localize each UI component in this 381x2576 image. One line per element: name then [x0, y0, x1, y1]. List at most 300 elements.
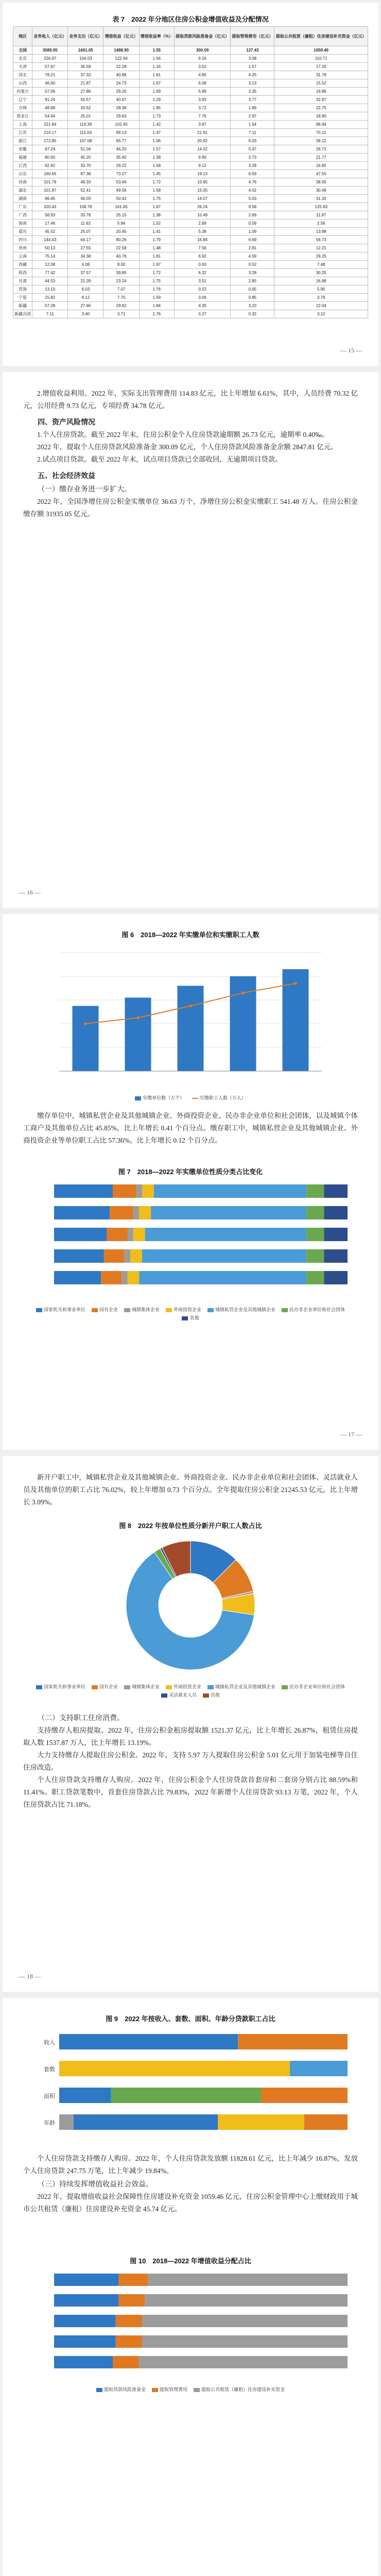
stacked-bar-segment [324, 1271, 348, 1284]
data-point [84, 1022, 87, 1025]
table-cell: 64.17 [68, 236, 103, 244]
table-row [13, 79, 368, 88]
table-cell: 3.52 [174, 63, 230, 71]
paragraph: 1.个人住房贷款。截至 2022 年末，住房公积金个人住房贷款逾期额 26.73 亿元，逾期率 0.40‰。 [37, 431, 329, 438]
table-cell: 3.28 [231, 162, 274, 170]
category-label: 年龄 [44, 2120, 55, 2126]
stacked-bar-segment [304, 2114, 348, 2130]
table-cell: 19.13 [174, 170, 230, 178]
stacked-bar-segment [54, 2335, 116, 2348]
table-cell: 25.01 [68, 112, 103, 121]
legend-label: 国家机关和事业单位 [43, 1684, 85, 1689]
fig10-chart [23, 2268, 358, 2382]
table-cell: 22.75 [274, 104, 368, 112]
table-cell: 西藏 [13, 261, 32, 269]
paragraph: 新开户职工中，城镇私营企业及其他城镇企业、外商投资企业、民办非企业单位和社会团体、灵活就业人员及其他单位的职工占比 76.02%，较上年增加 0.73 个百分点。全年提取住房公积金 21245.53 亿元，比上年增长 3.09%。 [23, 1473, 358, 1506]
table-row [13, 211, 368, 219]
table-cell: 22.04 [274, 302, 368, 310]
table7 [13, 26, 368, 318]
stacked-bar-segment [54, 2294, 118, 2307]
table-cell: 39.12 [274, 137, 368, 145]
table-cell: 1.81 [139, 252, 174, 261]
legend-item [166, 1684, 201, 1689]
table-cell: 1.84 [139, 302, 174, 310]
table-cell: 4.85 [174, 71, 230, 79]
stacked-bar-segment [116, 2335, 142, 2348]
table7-header-cell: 增值收益（亿元） [103, 27, 139, 46]
bar [230, 976, 256, 1071]
legend-label: 提取贷款风险准备金 [103, 2387, 146, 2392]
table-cell: 104.03 [68, 55, 103, 63]
legend-swatch [207, 1685, 214, 1689]
table-cell: 44.53 [32, 277, 68, 285]
table-cell: 山西 [13, 79, 32, 88]
fig6-title: 图 6 2018—2022 年实缴单位和实缴职工人数 [122, 931, 259, 939]
table-row [13, 170, 368, 178]
stacked-bar-segment [142, 2315, 348, 2327]
table-cell: 3.35 [231, 88, 274, 96]
table-cell: 4.35 [174, 302, 230, 310]
table-cell: 9.12 [174, 162, 230, 170]
subsection-heading: （三）持续发挥增值收益社会效益。 [38, 2180, 153, 2188]
table-cell: 10.65 [174, 178, 230, 187]
table-cell: 0.59 [231, 219, 274, 228]
stacked-bar-segment [125, 1249, 130, 1263]
table-cell: 9.90 [174, 154, 230, 162]
table7-header-cell: 增值收益率（%） [139, 27, 174, 46]
table-row [13, 178, 368, 187]
legend-item [92, 1684, 118, 1689]
table-cell: 江苏 [13, 129, 32, 137]
legend-swatch [194, 2388, 200, 2392]
table-cell: 99.13 [103, 129, 139, 137]
table-cell: 1.72 [139, 269, 174, 277]
table-cell: 山东 [13, 170, 32, 178]
table-cell: 52.41 [68, 187, 103, 195]
bar [73, 1006, 99, 1072]
table-cell: 1.97 [139, 261, 174, 269]
stacked-bar-segment [59, 2034, 238, 2049]
table-cell: 湖北 [13, 187, 32, 195]
table-cell: 1.57 [231, 63, 274, 71]
table-cell: 2.56 [274, 219, 368, 228]
table-cell: 1059.46 [274, 46, 368, 55]
table-cell: 27.55 [68, 244, 103, 252]
table-cell: 0.52 [231, 261, 274, 269]
table-cell: 300.09 [174, 46, 230, 55]
table-cell: 80.26 [103, 236, 139, 244]
table7-header-cell: 提取管理费用（亿元） [231, 27, 274, 46]
table-cell: 云南 [13, 252, 32, 261]
table-cell: 161.65 [103, 203, 139, 211]
stacked-bar-segment [113, 2356, 139, 2368]
table-row [13, 203, 368, 211]
table-cell: 1.67 [139, 203, 174, 211]
table-row [13, 162, 368, 170]
table-cell: 51.04 [68, 145, 103, 154]
table-cell: 湖南 [13, 195, 32, 203]
table-cell: 0.32 [231, 310, 274, 318]
stacked-bar-segment [130, 1249, 142, 1263]
legend-label: 外商投资企业 [174, 1307, 202, 1312]
table-cell: 50.57 [68, 96, 103, 104]
paragraph: 2022 年，提取个人住房贷款风险准备金 300.09 亿元，个人住房贷款风险准备金余额 2847.81 亿元。 [37, 443, 338, 451]
table-cell: 青海 [13, 285, 32, 294]
table-cell: 34.38 [68, 252, 103, 261]
table-cell: 5.03 [231, 195, 274, 203]
stacked-bar-segment [324, 1206, 348, 1219]
table-cell: 3.79 [274, 294, 368, 302]
table-cell: 0.22 [174, 285, 230, 294]
legend-swatch [166, 1685, 172, 1689]
table-cell: 3089.95 [32, 46, 68, 55]
table-cell: 11.62 [68, 219, 103, 228]
legend-label: 城镇私营企业及其他城镇企业 [215, 1684, 276, 1689]
table-cell: 3.08 [231, 55, 274, 63]
legend-swatch [203, 1693, 209, 1698]
table-cell: 1.16 [139, 63, 174, 71]
table-cell: 23.24 [103, 277, 139, 285]
table-cell: 4.59 [231, 252, 274, 261]
stacked-bar-segment [324, 1184, 348, 1198]
paragraph: 大力支持缴存人提取住房公积金。2022 年，支持 5.97 万人提取住房公积金 5.01 亿元用于加装电梯等自住住房改造。 [23, 1751, 358, 1771]
legend-item [207, 1684, 275, 1689]
table-cell: 16.84 [174, 236, 230, 244]
table-cell: 119.39 [68, 121, 103, 129]
table-cell: 河南 [13, 178, 32, 187]
fig7-title: 图 7 2018—2022 年实缴单位性质分类占比变化 [118, 1168, 263, 1176]
legend-label: 城镇集体企业 [131, 1684, 160, 1689]
stacked-bar-segment [133, 1228, 145, 1241]
table-cell: 35.40 [103, 154, 139, 162]
legend-item [124, 1684, 160, 1689]
table-cell: 5.99 [174, 88, 230, 96]
table-cell: 3.73 [231, 154, 274, 162]
table-cell: 1.48 [139, 244, 174, 252]
page-number: — 16 — [19, 889, 41, 896]
table-row [13, 145, 368, 154]
table-cell: 6.03 [231, 137, 274, 145]
legend-item: 实缴职工人数（万人） [192, 1095, 246, 1100]
stacked-bar-segment [139, 1271, 306, 1284]
table-cell: 45.20 [68, 154, 103, 162]
stacked-bar-segment [110, 1206, 133, 1219]
table7-header-cell: 业务收入（亿元） [32, 27, 68, 46]
table-cell: 7.07 [103, 285, 139, 294]
table-row [13, 137, 368, 145]
table-cell: 3.72 [174, 104, 230, 112]
table-cell: 27.66 [68, 302, 103, 310]
legend-swatch [282, 1685, 288, 1689]
table-cell: 53.46 [103, 178, 139, 187]
paragraph: 2.试点项目贷款。截至 2022 年末，试点项目贷款已全部收回，无逾期项目贷款。 [37, 455, 282, 463]
table-row [13, 129, 368, 137]
table-cell: 101.79 [32, 178, 68, 187]
table-cell: 17.46 [32, 219, 68, 228]
fig6-chart [33, 942, 348, 1092]
table-cell: 5.90 [274, 285, 368, 294]
paragraph: 2022 年，全国净增住房公积金实缴单位 36.63 万个，净增住房公积金实缴职工 541.48 万人。住房公积金缴存额 31935.05 亿元。 [23, 498, 358, 518]
table-cell: 50.13 [32, 244, 68, 252]
table-cell: 内蒙古 [13, 88, 32, 96]
table-cell: 48.88 [32, 104, 68, 112]
table-cell: 2.81 [231, 244, 274, 252]
table-row [13, 236, 368, 244]
table-cell: 16.88 [274, 277, 368, 285]
table-cell: 河北 [13, 71, 32, 79]
table-cell: 40.76 [103, 252, 139, 261]
table-row [13, 228, 368, 236]
table-cell: 9.16 [174, 55, 230, 63]
table-cell: 214.17 [32, 129, 68, 137]
page-16 [3, 372, 378, 908]
subsection-heading: （二）支持职工住房消费。 [38, 1714, 124, 1722]
table-row [13, 121, 368, 129]
table-cell: 70.12 [274, 129, 368, 137]
legend-swatch [92, 1685, 98, 1689]
stacked-bar-segment [128, 1228, 133, 1241]
table-row [13, 195, 368, 203]
table-cell: 7.11 [231, 129, 274, 137]
legend-swatch [124, 1308, 130, 1312]
table-cell: 20.52 [68, 104, 103, 112]
table-cell: 58.93 [32, 211, 68, 219]
table-row [13, 310, 368, 318]
table-cell: 4.76 [231, 178, 274, 187]
table-cell: 29.22 [103, 162, 139, 170]
table7-header-cell: 地区 [13, 27, 32, 46]
legend-swatch [36, 1685, 42, 1689]
table-cell: 3.71 [103, 310, 139, 318]
legend-item [36, 1307, 85, 1312]
data-point [189, 1005, 192, 1008]
table-cell: 3.13 [231, 79, 274, 88]
table-row [13, 261, 368, 269]
fig10-legend [23, 2385, 358, 2394]
table-cell: 18.90 [274, 112, 368, 121]
table-cell: 1.95 [139, 104, 174, 112]
table-cell: 15.05 [174, 187, 230, 195]
legend-swatch [92, 1308, 98, 1312]
table-cell: 96.94 [274, 121, 368, 129]
table-cell: 115.04 [68, 129, 103, 137]
table-cell: 50.42 [103, 195, 139, 203]
legend-swatch [124, 1685, 130, 1689]
stacked-bar-segment [54, 1249, 104, 1263]
table-cell: 101.97 [32, 187, 68, 195]
table-cell: 新疆 [13, 302, 32, 310]
legend-label: 城镇集体企业 [131, 1307, 160, 1312]
table-cell: 新疆兵团 [13, 310, 32, 318]
table-cell: 江西 [13, 162, 32, 170]
table-cell: 30.49 [274, 187, 368, 195]
table-cell: 3.93 [174, 96, 230, 104]
legend-label: 外商投资企业 [174, 1684, 202, 1689]
table-cell: 46.60 [32, 79, 68, 88]
page-18 [3, 1456, 378, 1992]
legend-item [124, 1307, 160, 1312]
table-cell: 31.78 [274, 71, 368, 79]
table-cell: 91.24 [32, 96, 68, 104]
table-cell: 21.77 [274, 154, 368, 162]
table-cell: 海南 [13, 219, 32, 228]
stacked-bar-segment [118, 2294, 145, 2307]
table-cell: 6.08 [174, 79, 230, 88]
table-cell: 10.49 [174, 211, 230, 219]
legend-item [194, 2387, 285, 2392]
legend-swatch [36, 1308, 42, 1312]
table-row [13, 294, 368, 302]
table-cell: 56.73 [274, 236, 368, 244]
table-cell: 四川 [13, 236, 32, 244]
table-cell: 37.33 [68, 71, 103, 79]
table-cell: 7.76 [174, 112, 230, 121]
table-cell: 96.45 [32, 195, 68, 203]
table-cell: 80.60 [32, 154, 68, 162]
table-cell: 广西 [13, 211, 32, 219]
table-cell: 2.85 [231, 277, 274, 285]
table-cell: 2.69 [231, 211, 274, 219]
legend-label: 国家机关和事业单位 [43, 1307, 85, 1312]
stacked-bar-segment [306, 1206, 324, 1219]
page-19 [3, 1998, 378, 2576]
stacked-bar-segment [116, 2315, 142, 2327]
page-number: — 15 — [340, 347, 362, 354]
legend-item [182, 1315, 199, 1320]
stacked-bar-segment [59, 2088, 111, 2103]
table7-header-cell: 提取贷款风险准备金（亿元） [174, 27, 230, 46]
stacked-bar-segment [324, 1228, 348, 1241]
table-cell: 0.27 [174, 310, 230, 318]
legend-item [203, 1692, 220, 1698]
page-number: — 17 — [340, 1431, 362, 1438]
table-cell: 77.42 [32, 269, 68, 277]
table-cell: 5.47 [231, 145, 274, 154]
table-cell: 107.08 [68, 137, 103, 145]
legend-item [92, 1307, 118, 1312]
stacked-bar-segment [306, 1271, 324, 1284]
legend-item [207, 1307, 275, 1312]
stacked-bar-segment [136, 1184, 142, 1198]
table-cell: 122.94 [103, 55, 139, 63]
table-cell: 46.20 [103, 145, 139, 154]
table-cell: 37.57 [68, 269, 103, 277]
table-cell: 49.56 [103, 187, 139, 195]
table-cell: 天津 [13, 63, 32, 71]
stacked-bar-segment [122, 1271, 127, 1284]
table-cell: 97.24 [32, 145, 68, 154]
table-cell: 2.97 [231, 112, 274, 121]
bar [178, 986, 204, 1071]
table-cell: 4.08 [68, 261, 103, 269]
table-cell: 5.84 [103, 219, 139, 228]
table-cell: 重庆 [13, 228, 32, 236]
table-cell: 35.59 [68, 63, 103, 71]
table-cell: 144.43 [32, 236, 68, 244]
table-cell: 27.86 [68, 88, 103, 96]
table-cell: 1.29 [139, 96, 174, 104]
table-cell: 1.54 [231, 121, 274, 129]
paragraph: 个人住房贷款支持缴存人购房。2022 年，住房公积金个人住房贷款首套房和二套房分别占比 88.59%和 11.41%。职工贷款笔数中，首套住房贷款占比 79.83%，2022 年新增个人住房贷款 93.13 万笔，2022 年，个人住房贷款占比 71.18%。 [23, 1776, 358, 1808]
table-cell: 13.98 [274, 228, 368, 236]
table-cell: 1.58 [139, 162, 174, 170]
table-cell: 12.21 [274, 244, 368, 252]
table-cell: 1.55 [139, 46, 174, 55]
table-cell: 15.82 [32, 294, 68, 302]
table-cell: 安徽 [13, 145, 32, 154]
table-cell: 38.05 [274, 178, 368, 187]
table-row [13, 46, 368, 55]
legend-item [161, 1692, 197, 1698]
table-cell: 26.71 [274, 145, 368, 154]
paragraph: 支持缴存人租房提取。2022 年，住房公积金租房提取额 1521.37 亿元，比上年增长 26.87%，租赁住房提取人数 1537.87 万人，比上年增长 13.19%。 [23, 1726, 358, 1747]
table-cell: 12.08 [32, 261, 68, 269]
table-row [13, 252, 368, 261]
table-cell: 1601.05 [68, 46, 103, 55]
table-cell: 65.77 [103, 137, 139, 145]
table-cell: 8.00 [103, 261, 139, 269]
table-cell: 110.71 [274, 55, 368, 63]
table-cell: 1.06 [139, 137, 174, 145]
table-cell: 26.24 [174, 203, 230, 211]
table-cell: 1.89 [231, 104, 274, 112]
table-row [13, 96, 368, 104]
page-15 [3, 3, 378, 366]
table-cell: 125.83 [274, 203, 368, 211]
table-cell: 21.87 [68, 79, 103, 88]
table-cell: 北京 [13, 55, 32, 63]
table-cell: 102.45 [103, 121, 139, 129]
table-cell: 1.45 [139, 170, 174, 178]
table-cell: 1.47 [139, 129, 174, 137]
table-row [13, 277, 368, 285]
stacked-bar-segment [151, 1206, 306, 1219]
table-cell: 226.97 [32, 55, 68, 63]
legend-label: 提取公共租赁（廉租）住房建设补充资金 [201, 2387, 285, 2392]
table-cell: 32.97 [274, 96, 368, 104]
legend-label: 民办非企业单位和社会团体 [289, 1684, 345, 1689]
table-cell: 6.69 [231, 236, 274, 244]
stacked-bar-segment [101, 1271, 122, 1284]
table-cell: 4.02 [231, 187, 274, 195]
stacked-bar-segment [54, 2315, 116, 2327]
stacked-bar-segment [59, 2114, 74, 2130]
stacked-bar-segment [111, 2088, 261, 2103]
table-cell: 29.25 [274, 252, 368, 261]
table-cell: 广东 [13, 203, 32, 211]
stacked-bar-segment [54, 1271, 101, 1284]
table-cell: 1.75 [139, 277, 174, 285]
table-cell: 47.55 [274, 170, 368, 178]
table-cell: 14.02 [174, 145, 230, 154]
table-row [13, 244, 368, 252]
legend-label: 国有企业 [99, 1684, 118, 1689]
legend-item [152, 2387, 187, 2392]
table7-header-cell: 提取公共租赁（廉租）住房建设补充资金（亿元） [274, 27, 368, 46]
paragraph: 个人住房贷款支持缴存人购房。2022 年，个人住房贷款发放额 11828.61 亿元，比上年减少 16.87%，发放个人住房贷款 247.75 万笔，比上年减少 19.84%。 [23, 2155, 358, 2175]
stacked-bar-segment [142, 2335, 348, 2348]
table-cell: 4.25 [231, 71, 274, 79]
table7-header-cell: 业务支出（亿元） [68, 27, 103, 46]
table-row [13, 88, 368, 96]
table-cell: 75.14 [32, 252, 68, 261]
fig8-chart [64, 1533, 317, 1677]
page-17 [3, 914, 378, 1450]
paragraph: 2022 年，提取增值收益社会保障性住房建设补充资金 1059.46 亿元，住房公积金管理中心上缴财政用于城市公共租赁（廉租）住房建设补充资金 45.74 亿元。 [23, 2193, 358, 2213]
table-row [13, 63, 368, 71]
data-point [241, 991, 245, 994]
stacked-bar-segment [54, 1184, 113, 1198]
